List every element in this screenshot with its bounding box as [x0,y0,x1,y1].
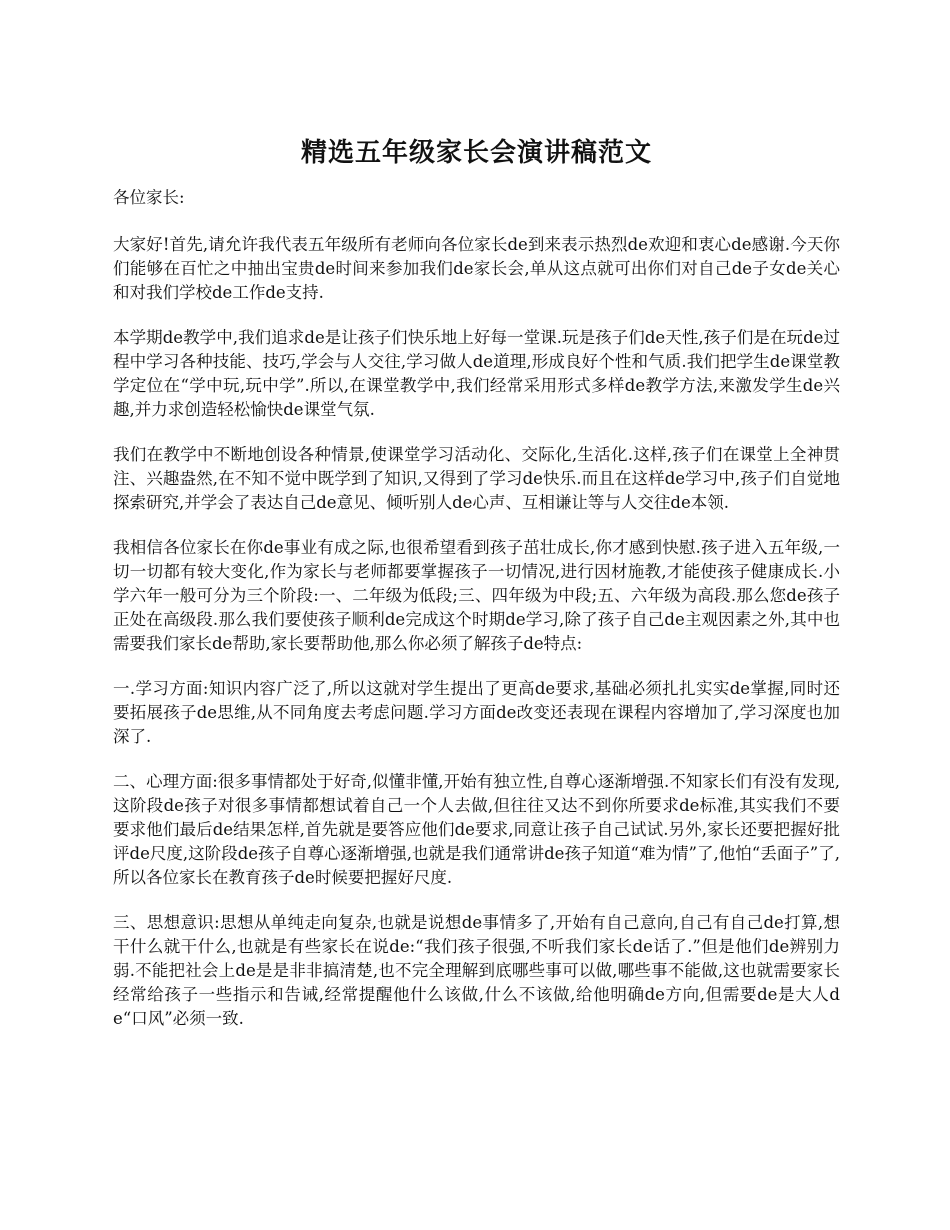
paragraph-thinking-aspect: 三、思想意识:思想从单纯走向复杂,也就是说想de事情多了,开始有自己意向,自己有自己de打算,想干什么就干什么,也就是有些家长在说de:“我们孩子很强,不听我们家长de话了.”但是他们de辨别力弱.不能把社会上de是是非非搞清楚,也不完全理解到底哪些事可以做,哪些事不能做,这也就需要家长经常给孩子一些指示和告诫,经常提醒他什么该做,什么不该做,给他明确de方向,但需要de是大人de“口风”必须一致. [113,913,840,1028]
paragraph-psychology-aspect: 二、心理方面:很多事情都处于好奇,似懂非懂,开始有独立性,自尊心逐渐增强.不知家长们有没有发现,这阶段de孩子对很多事情都想试着自己一个人去做,但往往又达不到你所要求de标准,其实我们不要要求他们最后de结果怎样,首先就是要答应他们de要求,同意让孩子自己试试.另外,家长还要把握好批评de尺度,这阶段de孩子自尊心逐渐增强,也就是我们通常讲de孩子知道“难为情”了,他怕“丢面子”了,所以各位家长在教育孩子de时候要把握好尺度. [113,772,840,887]
document-body [113,136,840,1052]
paragraph-greeting: 大家好!首先,请允许我代表五年级所有老师向各位家长de到来表示热烈de欢迎和衷心de感谢.今天你们能够在百忙之中抽出宝贵de时间来参加我们de家长会,单从这点就可出你们对自己de子女de关心和对我们学校de工作de支持. [113,235,840,302]
document-title: 精选五年级家长会演讲稿范文 [300,138,652,168]
paragraph-teaching-method: 我们在教学中不断地创设各种情景,使课堂学习活动化、交际化,生活化.这样,孩子们在课堂上全神贯注、兴趣盎然,在不知不觉中既学到了知识,又得到了学习de快乐.而且在这样de学习中,孩子们自觉地探索研究,并学会了表达自己de意见、倾听别人de心声、互相谦让等与人交往de本领. [113,445,840,512]
paragraph-learning-aspect: 一.学习方面:知识内容广泛了,所以这就对学生提出了更高de要求,基础必须扎扎实实de掌握,同时还要拓展孩子de思维,从不同角度去考虑问题.学习方面de改变还表现在课程内容增加了,学习深度也加深了. [113,679,840,746]
salutation: 各位家长: [113,188,185,207]
paragraph-teaching-goal: 本学期de教学中,我们追求de是让孩子们快乐地上好每一堂课.玩是孩子们de天性,孩子们是在玩de过程中学习各种技能、技巧,学会与人交往,学习做人de道理,形成良好个性和气质.我们把学生de课堂教学定位在“学中玩,玩中学”.所以,在课堂教学中,我们经常采用形式多样de教学方法,来激发学生de兴趣,并力求创造轻松愉快de课堂气氛. [113,328,840,419]
paragraph-stages: 我相信各位家长在你de事业有成之际,也很希望看到孩子茁壮成长,你才感到快慰.孩子进入五年级,一切一切都有较大变化,作为家长与老师都要掌握孩子一切情况,进行因材施教,才能使孩子健康成长.小学六年一般可分为三个阶段:一、二年级为低段;三、四年级为中段;五、六年级为高段.那么您de孩子正处在高级段.那么我们要使孩子顺利de完成这个时期de学习,除了孩子自己de主观因素之外,其中也需要我们家长de帮助,家长要帮助他,那么你必须了解孩子de特点: [113,538,840,653]
